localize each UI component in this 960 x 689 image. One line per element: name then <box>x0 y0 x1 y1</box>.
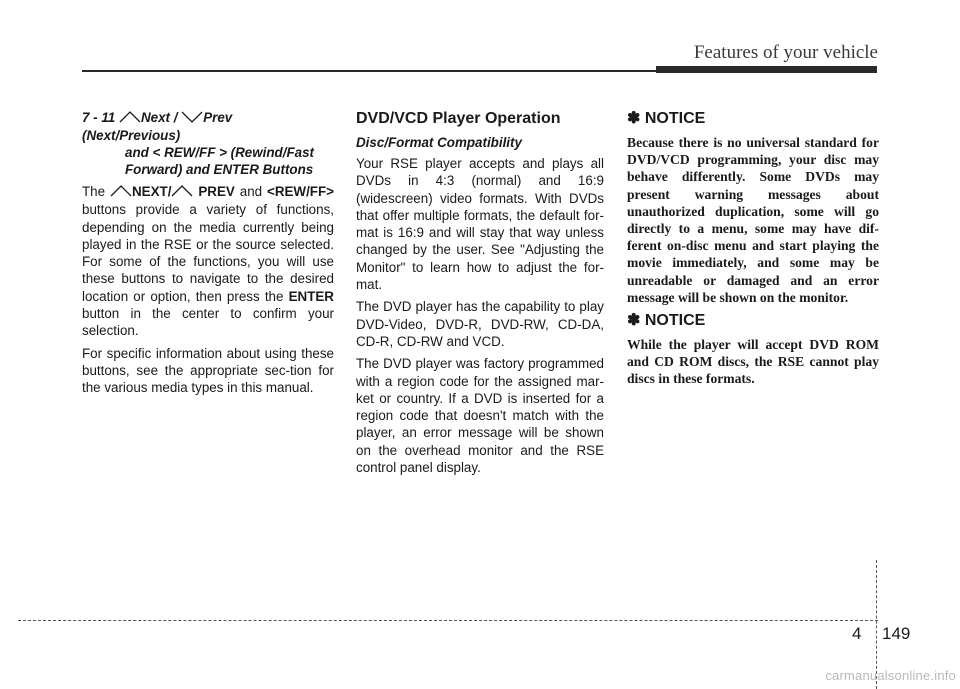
p1-rewff: <REW/FF> <box>267 184 334 199</box>
subsection-heading: Disc/Format Compatibility <box>356 135 522 150</box>
column-right <box>627 109 879 393</box>
paragraph-formats: Your RSE player accepts and plays all DVDs in 4:3 (normal) and 16:9 (widescreen) video formats. With DVDs that offer multiple formats, the default for-mat is 16:9 and will stay that way unless changed by the user. See "Adjusting the Monitor" to learn how to adjust the for-mat. <box>356 156 604 293</box>
paragraph-region: The DVD player was factory programmed with a region code for the assigned mar-ket or country. If a DVD is inserted for a region code that doesn't match with the player, an error message will be shown on the overhead monitor and the RSE control panel display. <box>356 356 604 476</box>
caption-number: 7 - 11 <box>82 110 116 125</box>
p1-prev: PREV <box>198 184 235 199</box>
section-heading: DVD/VCD Player Operation <box>356 110 561 127</box>
caption-next: Next / <box>140 110 178 125</box>
chevron-up-icon <box>119 110 141 127</box>
chevron-down-icon <box>181 110 203 127</box>
p1-and: and <box>239 184 263 199</box>
watermark: carmanualsonline.info <box>825 668 956 683</box>
notice-body: Because there is no universal standard for DVD/VCD programming, your disc may behave differently. Some DVDs may present warning messages about unauthorized duplication, some will go directly to a menu, some may have dif-ferent on-disc menu and start playing the movie immediately, and some may be unreadable or damaged and an error message will be shown on the monitor. <box>627 135 879 305</box>
header-rule-thick <box>656 66 877 73</box>
p1-next: NEXT/ <box>132 184 172 199</box>
p1-tail: button in the center to confirm your selection. <box>82 306 334 339</box>
notice-body: While the player will accept DVD ROM and CD ROM discs, the RSE cannot play discs in these formats. <box>627 337 879 387</box>
figure-caption <box>82 109 334 178</box>
column-middle <box>356 109 604 481</box>
p1-text: buttons provide a variety of functions, depending on the media currently being played in the RSE or the source selected. For some of the functions, you will use these buttons to navigate to the desired location or option, then press the <box>82 202 334 304</box>
caption-line2: and < REW/FF > (Rewind/Fast <box>125 145 314 160</box>
footer-dashed-rule <box>18 620 878 621</box>
paragraph-buttons <box>82 183 334 340</box>
caption-prev: Prev (Next/Previous) <box>82 110 233 143</box>
notice-title: ✽ NOTICE <box>627 312 706 330</box>
chapter-number: 4 <box>852 624 862 643</box>
paragraph-specific-info: For specific information about using these buttons, see the appropriate sec-tion for the various media types in this manual. <box>82 345 334 396</box>
paragraph-capability: The DVD player has the capability to play DVD-Video, DVD-R, DVD-RW, CD-DA, CD-R, CD-RW and VCD. <box>356 299 604 349</box>
header-rule-thin <box>82 70 656 72</box>
p1-the: The <box>82 184 106 199</box>
chevron-up-icon <box>110 184 132 201</box>
chevron-up-icon <box>171 184 193 201</box>
column-left <box>82 109 334 402</box>
caption-line3: Forward) and ENTER Buttons <box>125 162 314 177</box>
p1-enter: ENTER <box>288 288 334 304</box>
notice-title: ✽ NOTICE <box>627 110 706 127</box>
header-title: Features of your vehicle <box>693 42 878 63</box>
page-number: 149 <box>882 624 911 643</box>
